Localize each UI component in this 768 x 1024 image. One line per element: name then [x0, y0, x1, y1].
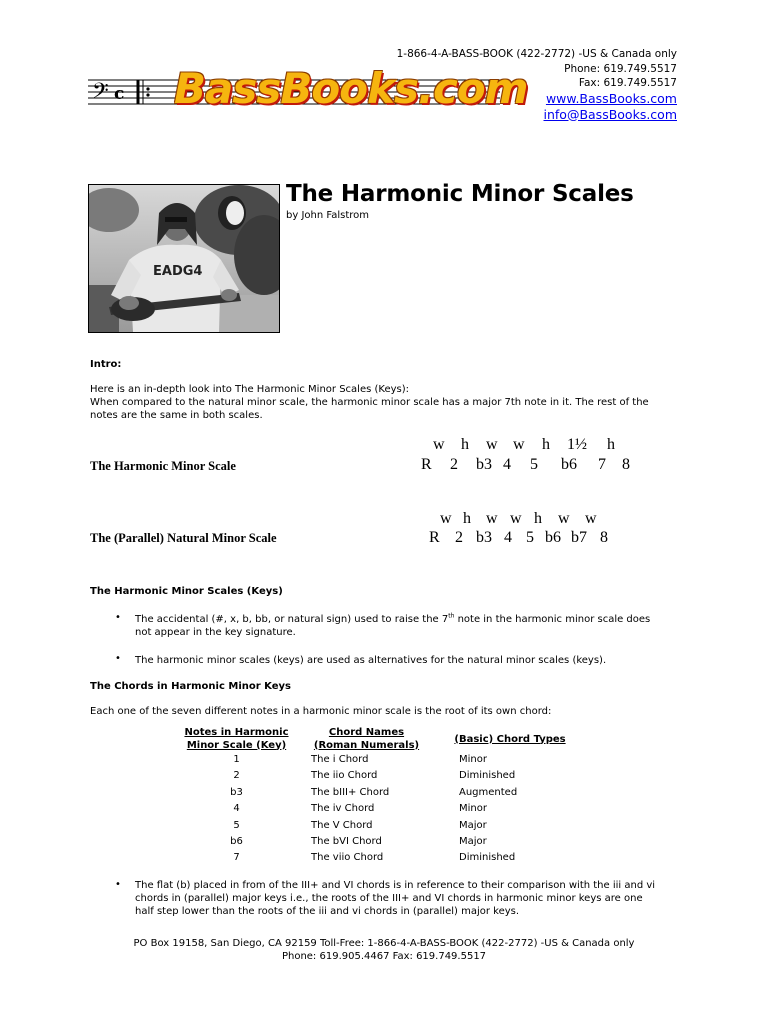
- keys-bullet-1: [135, 613, 665, 639]
- intro-line: notes are the same in both scales.: [90, 410, 263, 421]
- step: 1½: [567, 436, 587, 453]
- table-cell: The viio Chord: [311, 852, 384, 864]
- author-photo: [88, 184, 280, 333]
- column-header-line: Notes in Harmonic: [184, 727, 289, 738]
- note-line: chords in (parallel) major keys i.e., the roots of the III+ and VI chords in harmonic minor keys are one: [135, 893, 643, 904]
- keys-heading: The Harmonic Minor Scales (Keys): [90, 586, 283, 597]
- table-row: [175, 818, 585, 834]
- step: w: [486, 510, 498, 527]
- logo-text: BassBooks.com: [174, 64, 528, 113]
- column-header-line: (Roman Numerals): [313, 739, 420, 751]
- table-cell: The V Chord: [311, 819, 373, 831]
- table-cell: b6: [230, 836, 243, 848]
- note: b6: [545, 529, 561, 546]
- bullet-icon: •: [115, 653, 121, 664]
- bass-clef-icon: 𝄢: [92, 79, 109, 109]
- footer-address: PO Box 19158, San Diego, CA 92159 Toll-Free: 1-866-4-A-BASS-BOOK (422-2772) -US & Canada only: [133, 938, 635, 949]
- tollfree-text: 1-866-4-A-BASS-BOOK (422-2772) -US & Canada only: [396, 48, 677, 60]
- column-header: [435, 727, 585, 752]
- phone-text: Phone: 619.749.5517: [564, 62, 677, 75]
- keys-bullet-2: The harmonic minor scales (keys) are used as alternatives for the natural minor scales (keys).: [135, 655, 607, 666]
- table-cell: b3: [230, 786, 243, 798]
- step: w: [433, 436, 445, 453]
- table-cell: 7: [233, 852, 240, 864]
- table-cell: The iio Chord: [311, 770, 378, 782]
- table-row: [175, 801, 585, 817]
- table-cell: Major: [459, 836, 487, 848]
- step: w: [440, 510, 452, 527]
- superscript: th: [448, 612, 455, 620]
- chords-note-bullet: [135, 879, 665, 918]
- table-cell: Major: [459, 819, 487, 831]
- harmonic-steps: [0, 436, 768, 456]
- table-cell: Diminished: [459, 852, 516, 864]
- bassbooks-logo[interactable]: [88, 62, 528, 118]
- note: 2: [450, 456, 458, 473]
- chords-table: [175, 727, 585, 867]
- byline: by John Falstrom: [286, 210, 369, 221]
- fax-text: Fax: 619.749.5517: [578, 77, 677, 89]
- table-row: [175, 752, 585, 768]
- table-cell: 5: [233, 819, 240, 831]
- note: b3: [476, 456, 492, 473]
- bullet-text-part: note in the harmonic minor scale does: [454, 614, 651, 625]
- website-link[interactable]: www.BassBooks.com: [545, 90, 677, 106]
- step: w: [513, 436, 525, 453]
- note: 7: [598, 456, 606, 473]
- table-row: [175, 850, 585, 866]
- table-row: [175, 834, 585, 850]
- column-header-line: Minor Scale (Key): [186, 739, 287, 751]
- chords-heading: The Chords in Harmonic Minor Keys: [90, 681, 291, 692]
- table-row: [175, 768, 585, 784]
- table-cell: The iv Chord: [311, 803, 375, 815]
- table-row: [175, 785, 585, 801]
- bullet-text-part: The accidental (#, x, b, bb, or natural sign) used to raise the 7: [135, 614, 449, 625]
- step: w: [486, 436, 498, 453]
- svg-text:c: c: [114, 84, 125, 104]
- shirt-text: EADG4: [153, 264, 203, 279]
- column-header: [175, 727, 298, 752]
- step: w: [558, 510, 570, 527]
- note: 4: [504, 529, 512, 546]
- table-cell: The bVI Chord: [311, 836, 382, 848]
- bullet-text-part: not appear in the key signature.: [135, 627, 296, 638]
- note: 8: [600, 529, 608, 546]
- harmonic-scale-label: The Harmonic Minor Scale: [90, 459, 236, 473]
- intro-line: Here is an in-depth look into The Harmonic Minor Scales (Keys):: [90, 384, 410, 395]
- table-cell: 1: [233, 754, 240, 765]
- natural-steps: [0, 510, 768, 530]
- page-title: The Harmonic Minor Scales: [286, 181, 634, 207]
- table-cell: Augmented: [459, 786, 518, 798]
- step: h: [534, 510, 542, 527]
- column-header-line: (Basic) Chord Types: [454, 733, 566, 745]
- step: h: [463, 510, 471, 527]
- step: h: [461, 436, 469, 453]
- intro-heading: Intro:: [90, 359, 122, 370]
- table-cell: 2: [233, 770, 240, 782]
- table-cell: Minor: [459, 803, 487, 815]
- note: 5: [526, 529, 534, 546]
- note: 5: [530, 456, 538, 473]
- table-cell: Diminished: [459, 770, 516, 782]
- note: b6: [561, 456, 577, 473]
- column-header-line: Chord Names: [328, 727, 405, 738]
- page-footer: [0, 937, 768, 963]
- footer-phone: Phone: 619.905.4467 Fax: 619.749.5517: [281, 951, 487, 962]
- table-cell: 4: [233, 803, 240, 815]
- note: R: [421, 456, 432, 473]
- table-header-row: [175, 727, 585, 752]
- note: b3: [476, 529, 492, 546]
- note-line: half step lower than the roots of the iii and vi chords in (parallel) major keys.: [135, 906, 520, 917]
- step: w: [510, 510, 522, 527]
- table-cell: The bIII+ Chord: [311, 786, 390, 798]
- note: 2: [455, 529, 463, 546]
- step: h: [607, 436, 615, 453]
- natural-scale-label: The (Parallel) Natural Minor Scale: [90, 531, 277, 545]
- table-cell: The i Chord: [311, 754, 369, 765]
- note: 8: [622, 456, 630, 473]
- column-header: [298, 727, 435, 752]
- note: b7: [571, 529, 587, 546]
- bullet-icon: •: [115, 612, 121, 623]
- chords-intro: Each one of the seven different notes in a harmonic minor scale is the root of its own chord:: [90, 706, 552, 717]
- note: R: [429, 529, 440, 546]
- table-cell: Minor: [459, 754, 487, 765]
- intro-line: When compared to the natural minor scale, the harmonic minor scale has a major 7th note in it. The rest of the: [90, 397, 649, 408]
- step: h: [542, 436, 550, 453]
- note-line: The flat (b) placed in from of the III+ and VI chords is in reference to their comparison with the iii and vi: [135, 880, 656, 891]
- email-link[interactable]: info@BassBooks.com: [543, 106, 677, 122]
- natural-notes: [0, 529, 768, 549]
- harmonic-notes: [0, 456, 768, 476]
- note: 4: [503, 456, 511, 473]
- bullet-icon: •: [115, 879, 121, 890]
- step: w: [585, 510, 597, 527]
